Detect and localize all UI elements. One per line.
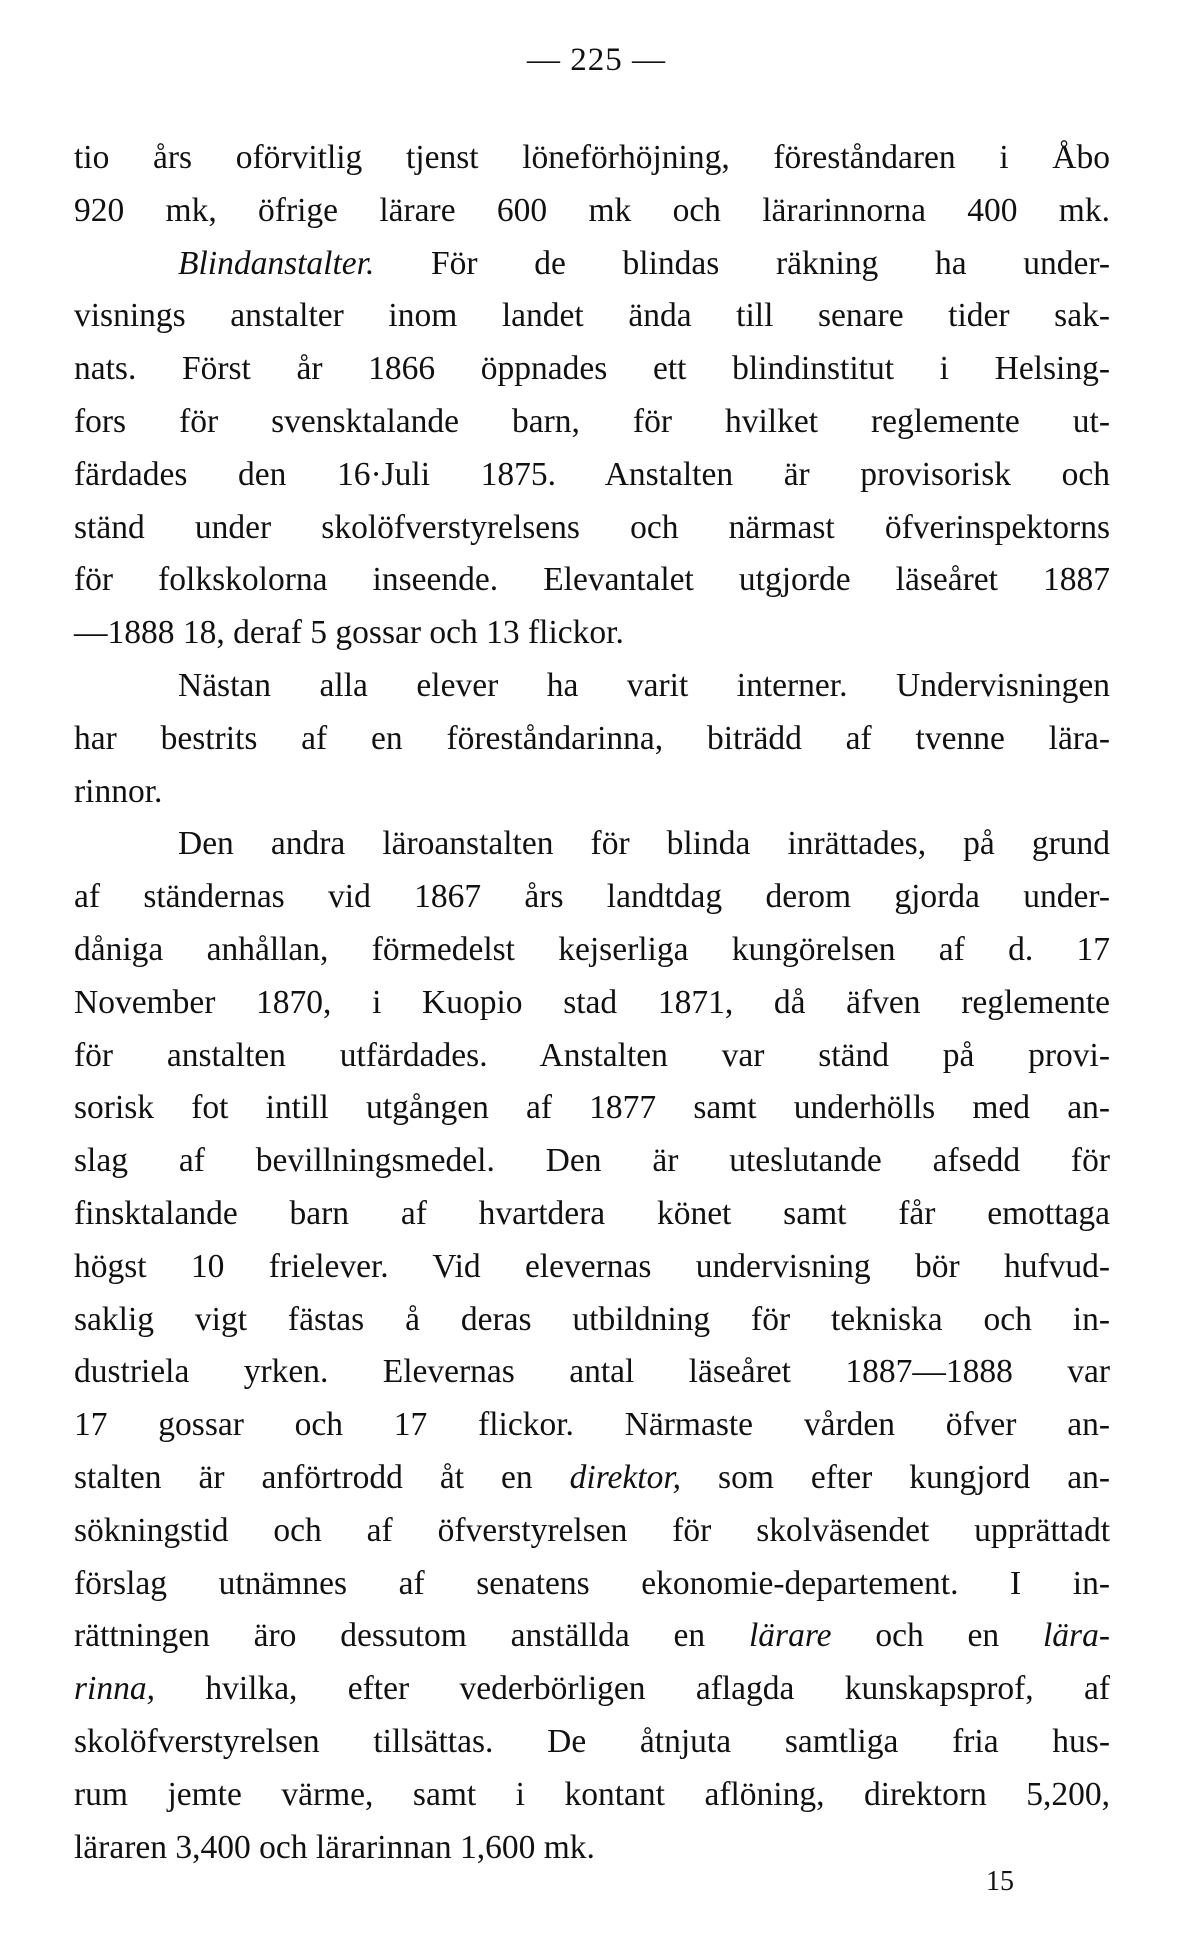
text-run: saklig vigt fästas å deras utbildning för tekniska och in- xyxy=(74,1300,1110,1338)
text-line xyxy=(74,607,1110,660)
text-run: högst 10 frielever. Vid elevernas undervisning bör hufvud- xyxy=(74,1247,1110,1285)
text-run: slag af bevillningsmedel. Den är uteslutande afsedd för xyxy=(74,1142,1110,1180)
text-run: Den andra läroanstalten för blinda inrättades, på grund xyxy=(178,825,1110,863)
text-line xyxy=(74,396,1110,449)
text-run: hvilka, efter vederbörligen aflagda kunskapsprof, af xyxy=(154,1670,1110,1708)
text-line xyxy=(74,1716,1110,1769)
text-run: ständ under skolöfverstyrelsens och närmast öfverinspektorns xyxy=(74,508,1110,546)
text-line xyxy=(74,1822,1110,1875)
text-run: November 1870, i Kuopio stad 1871, då äfven reglemente xyxy=(74,983,1110,1021)
text-run: För de blindas räkning ha under- xyxy=(374,244,1110,282)
text-line xyxy=(74,1294,1110,1347)
text-run: Nästan alla elever ha varit interner. Undervisningen xyxy=(178,666,1110,704)
text-line xyxy=(74,924,1110,977)
text-run: nats. Först år 1866 öppnades ett blindinstitut i Helsing- xyxy=(74,350,1110,388)
text-run: rum jemte värme, samt i kontant aflöning, direktorn 5,200, xyxy=(74,1775,1110,1813)
text-line xyxy=(74,502,1110,555)
text-line xyxy=(74,1082,1110,1135)
text-line xyxy=(74,290,1110,343)
text-run: dustriela yrken. Elevernas antal läseåret 1887—1888 var xyxy=(74,1353,1110,1391)
text-run: fors för svensktalande barn, för hvilket reglemente ut- xyxy=(74,402,1110,440)
text-run: färdades den 16·Juli 1875. Anstalten är provisorisk och xyxy=(74,455,1110,493)
text-run: stalten är anförtrodd åt en xyxy=(74,1458,570,1496)
text-line xyxy=(74,1610,1110,1663)
text-line xyxy=(74,343,1110,396)
text-line xyxy=(74,238,1110,291)
text-run: sökningstid och af öfverstyrelsen för skolväsendet upprättadt xyxy=(74,1511,1110,1549)
text-line xyxy=(74,977,1110,1030)
text-line xyxy=(74,766,1110,819)
italic-text: Blindanstalter. xyxy=(178,244,375,282)
italic-text: lärare xyxy=(748,1617,832,1655)
text-line xyxy=(74,132,1110,185)
text-line xyxy=(74,1241,1110,1294)
italic-text: rinna, xyxy=(74,1670,155,1708)
text-run: för anstalten utfärdades. Anstalten var ständ på provi- xyxy=(74,1036,1110,1074)
text-line xyxy=(74,1188,1110,1241)
text-line xyxy=(74,1452,1110,1505)
signature-mark: 15 xyxy=(986,1866,1014,1897)
text-line xyxy=(74,1030,1110,1083)
text-run: för folkskolorna inseende. Elevantalet utgjorde läseåret 1887 xyxy=(74,561,1110,599)
text-line xyxy=(74,1505,1110,1558)
text-line xyxy=(74,871,1110,924)
text-run: 17 gossar och 17 flickor. Närmaste vården öfver an- xyxy=(74,1406,1110,1444)
italic-text: lära- xyxy=(1042,1617,1110,1655)
italic-text: direktor, xyxy=(569,1458,682,1496)
text-run: visnings anstalter inom landet ända till senare tider sak- xyxy=(74,297,1110,335)
text-line xyxy=(74,554,1110,607)
text-run: tio års oförvitlig tjenst löneförhöjning, föreståndaren i Åbo xyxy=(74,139,1110,176)
text-line xyxy=(74,185,1110,238)
text-line xyxy=(74,1558,1110,1611)
text-run: läraren 3,400 och lärarinnan 1,600 mk. xyxy=(74,1828,595,1866)
text-line xyxy=(74,1769,1110,1822)
text-run: skolöfverstyrelsen tillsättas. De åtnjuta samtliga fria hus- xyxy=(74,1722,1110,1760)
text-line xyxy=(74,818,1110,871)
body-text xyxy=(74,132,1110,1874)
text-run: förslag utnämnes af senatens ekonomie-departement. I in- xyxy=(74,1564,1110,1602)
text-run: rättningen äro dessutom anställda en xyxy=(74,1617,749,1655)
text-line xyxy=(74,660,1110,713)
text-line xyxy=(74,1399,1110,1452)
text-run: dåniga anhållan, förmedelst kejserliga kungörelsen af d. 17 xyxy=(74,930,1110,968)
text-run: 920 mk, öfrige lärare 600 mk och lärarinnorna 400 mk. xyxy=(74,191,1110,229)
text-line xyxy=(74,449,1110,502)
text-line xyxy=(74,1135,1110,1188)
text-run: som efter kungjord an- xyxy=(681,1458,1110,1496)
text-line xyxy=(74,713,1110,766)
page-number: — 225 — xyxy=(527,42,666,78)
text-run: rinnor. xyxy=(74,772,163,810)
text-run: af ständernas vid 1867 års landtdag derom gjorda under- xyxy=(74,878,1110,916)
text-line xyxy=(74,1663,1110,1716)
text-line xyxy=(74,1346,1110,1399)
text-run: —1888 18, deraf 5 gossar och 13 flickor. xyxy=(74,614,624,652)
text-run: finsktalande barn af hvartdera könet samt får emottaga xyxy=(74,1194,1110,1232)
text-run: och en xyxy=(831,1617,1043,1655)
text-run: har bestrits af en föreståndarinna, biträdd af tvenne lära- xyxy=(74,719,1110,757)
text-run: sorisk fot intill utgången af 1877 samt underhölls med an- xyxy=(74,1089,1110,1127)
